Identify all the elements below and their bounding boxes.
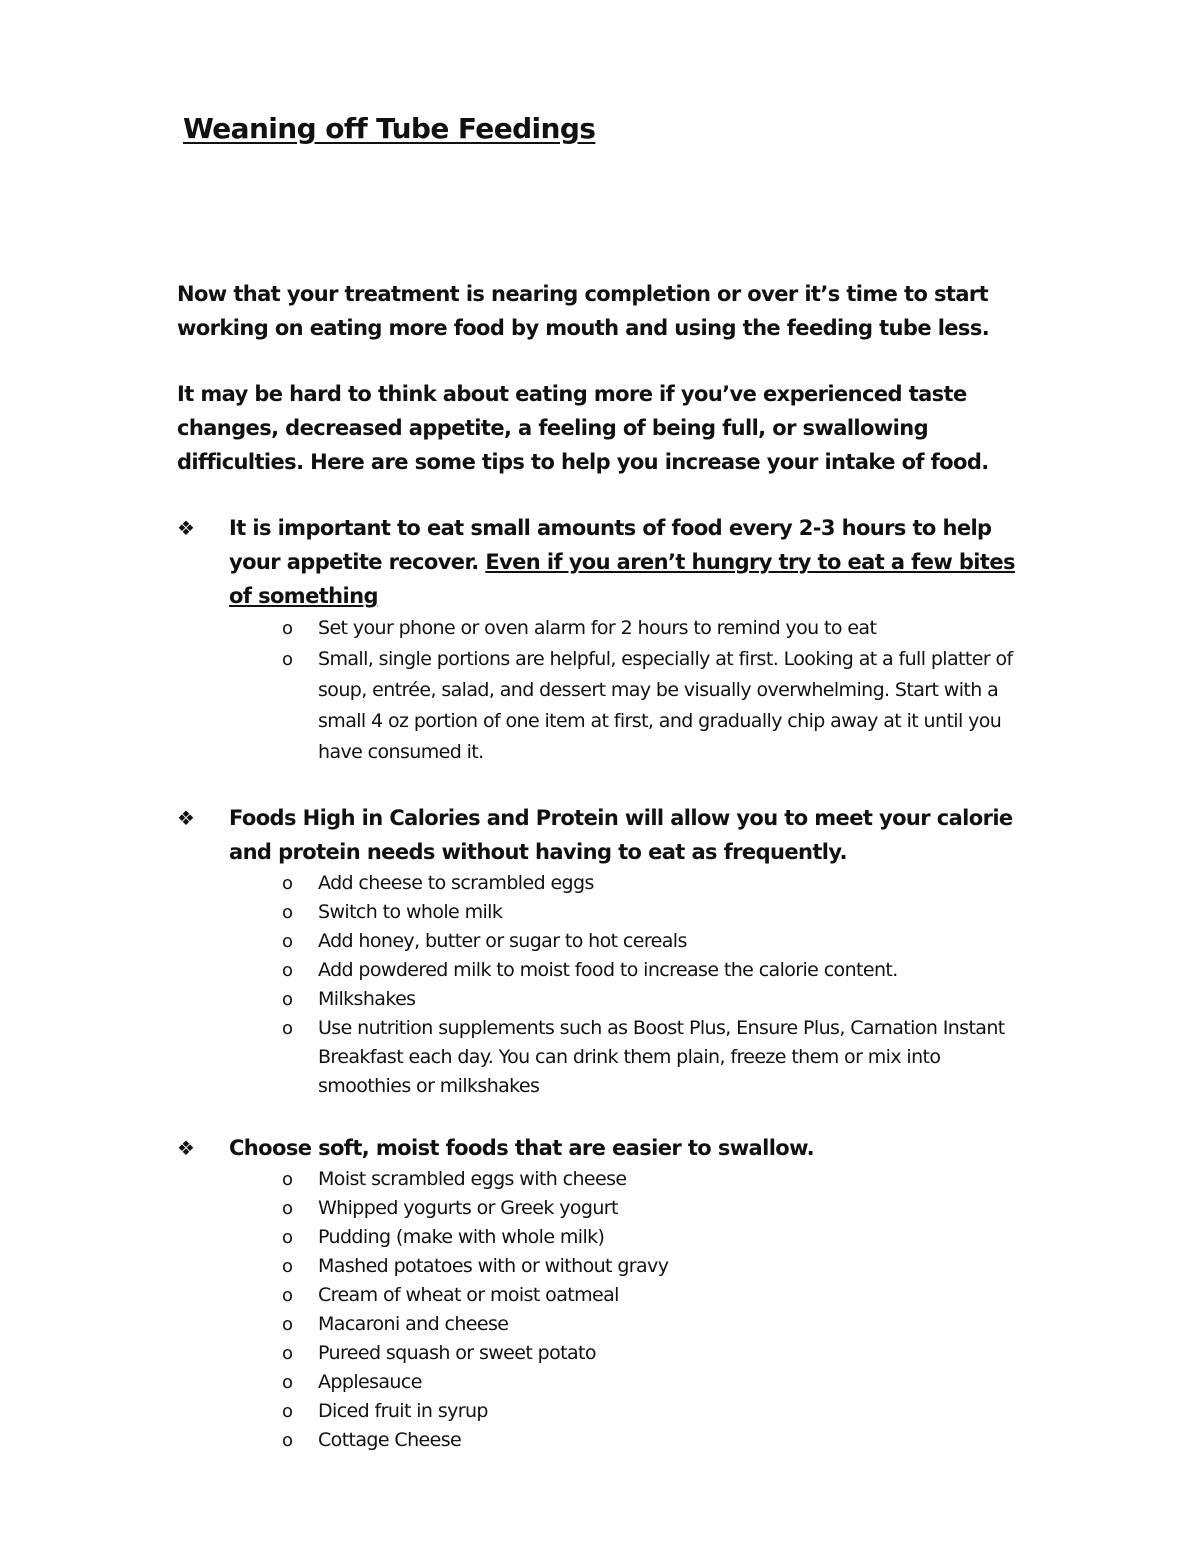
list-item-text: Pureed squash or sweet potato [318,1342,596,1364]
list-item-text: Pudding (make with whole milk) [318,1226,605,1248]
list-item [282,869,1038,898]
tip-section [177,801,1037,1101]
section-heading [229,511,1037,613]
section-heading: Choose soft, moist foods that are easier to swallow. [229,1136,814,1160]
list-item [282,1194,1038,1223]
intro-paragraph: It may be hard to think about eating more if you’ve experienced taste changes, decreased appetite, a feeling of being full, or swallowing difficulties. Here are some tips to help you increase your intake of food. [177,382,989,474]
list-item [282,1281,1038,1310]
list-item-text: Diced fruit in syrup [318,1400,488,1422]
section-heading: Foods High in Calories and Protein will allow you to meet your calorie and protein needs without having to eat as frequently. [229,806,1013,864]
list-item [282,1165,1038,1194]
list-item-text: Add cheese to scrambled eggs [318,872,594,894]
list-item [282,644,1038,768]
list-item-text: Set your phone or oven alarm for 2 hours to remind you to eat [318,617,877,639]
circle-bullet-icon: o [282,1256,293,1277]
list-item [282,1426,1038,1455]
circle-bullet-icon: o [282,873,293,894]
list-item-text: Cream of wheat or moist oatmeal [318,1284,619,1306]
circle-bullet-icon: o [282,1285,293,1306]
list-item-text: Switch to whole milk [318,901,503,923]
list-item-text: Moist scrambled eggs with cheese [318,1168,627,1190]
circle-bullet-icon: o [282,1169,293,1190]
diamond-bullet-icon: ❖ [177,516,195,540]
diamond-bullet-icon: ❖ [177,1136,195,1160]
circle-bullet-icon: o [282,1401,293,1422]
circle-bullet-icon: o [282,1343,293,1364]
list-item [282,1014,1038,1101]
list-item-text: Add honey, butter or sugar to hot cereals [318,930,687,952]
circle-bullet-icon: o [282,960,293,981]
list-item [282,898,1038,927]
list-item-text: Whipped yogurts or Greek yogurt [318,1197,618,1219]
circle-bullet-icon: o [282,1227,293,1248]
circle-bullet-icon: o [282,618,293,639]
list-item-text: Small, single portions are helpful, especially at first. Looking at a full platter of soup, entrée, salad, and dessert may be visually overwhelming. Start with a small 4 oz portion of one item at first, and gradually chip away at it until you have consumed it. [318,648,1013,763]
list-item [282,1397,1038,1426]
list-item-text: Mashed potatoes with or without gravy [318,1255,669,1277]
list-item [282,1310,1038,1339]
list-item-text: Add powdered milk to moist food to increase the calorie content. [318,959,898,981]
list-item [282,985,1038,1014]
circle-bullet-icon: o [282,989,293,1010]
circle-bullet-icon: o [282,1314,293,1335]
list-item-text: Cottage Cheese [318,1429,462,1451]
circle-bullet-icon: o [282,1372,293,1393]
tip-section [177,1131,1037,1455]
list-item [282,927,1038,956]
list-item-text: Macaroni and cheese [318,1313,509,1335]
page-title: Weaning off Tube Feedings [183,112,596,145]
circle-bullet-icon: o [282,649,293,670]
list-item [282,1252,1038,1281]
list-item-text: Milkshakes [318,988,416,1010]
list-item [282,613,1038,644]
list-item [282,1339,1038,1368]
sub-list [282,869,1038,1101]
circle-bullet-icon: o [282,1430,293,1451]
list-item-text: Use nutrition supplements such as Boost Plus, Ensure Plus, Carnation Instant Breakfast each day. You can drink them plain, freeze them or mix into smoothies or milkshakes [318,1017,1005,1097]
sub-list [282,1165,1038,1455]
list-item [282,1368,1038,1397]
circle-bullet-icon: o [282,1198,293,1219]
list-item [282,956,1038,985]
list-item [282,1223,1038,1252]
circle-bullet-icon: o [282,902,293,923]
circle-bullet-icon: o [282,1018,293,1039]
tip-section [177,511,1037,768]
sub-list [282,613,1038,768]
list-item-text: Applesauce [318,1371,422,1393]
section-heading-text: It is important to eat small amounts of food every 2-3 hours to help your appetite recover. [229,516,992,574]
diamond-bullet-icon: ❖ [177,806,195,830]
intro-paragraph: Now that your treatment is nearing completion or over it’s time to start working on eating more food by mouth and using the feeding tube less. [177,282,990,340]
section-heading-underlined: Even if you aren’t hungry try to eat a few bites of something [229,550,1015,608]
circle-bullet-icon: o [282,931,293,952]
